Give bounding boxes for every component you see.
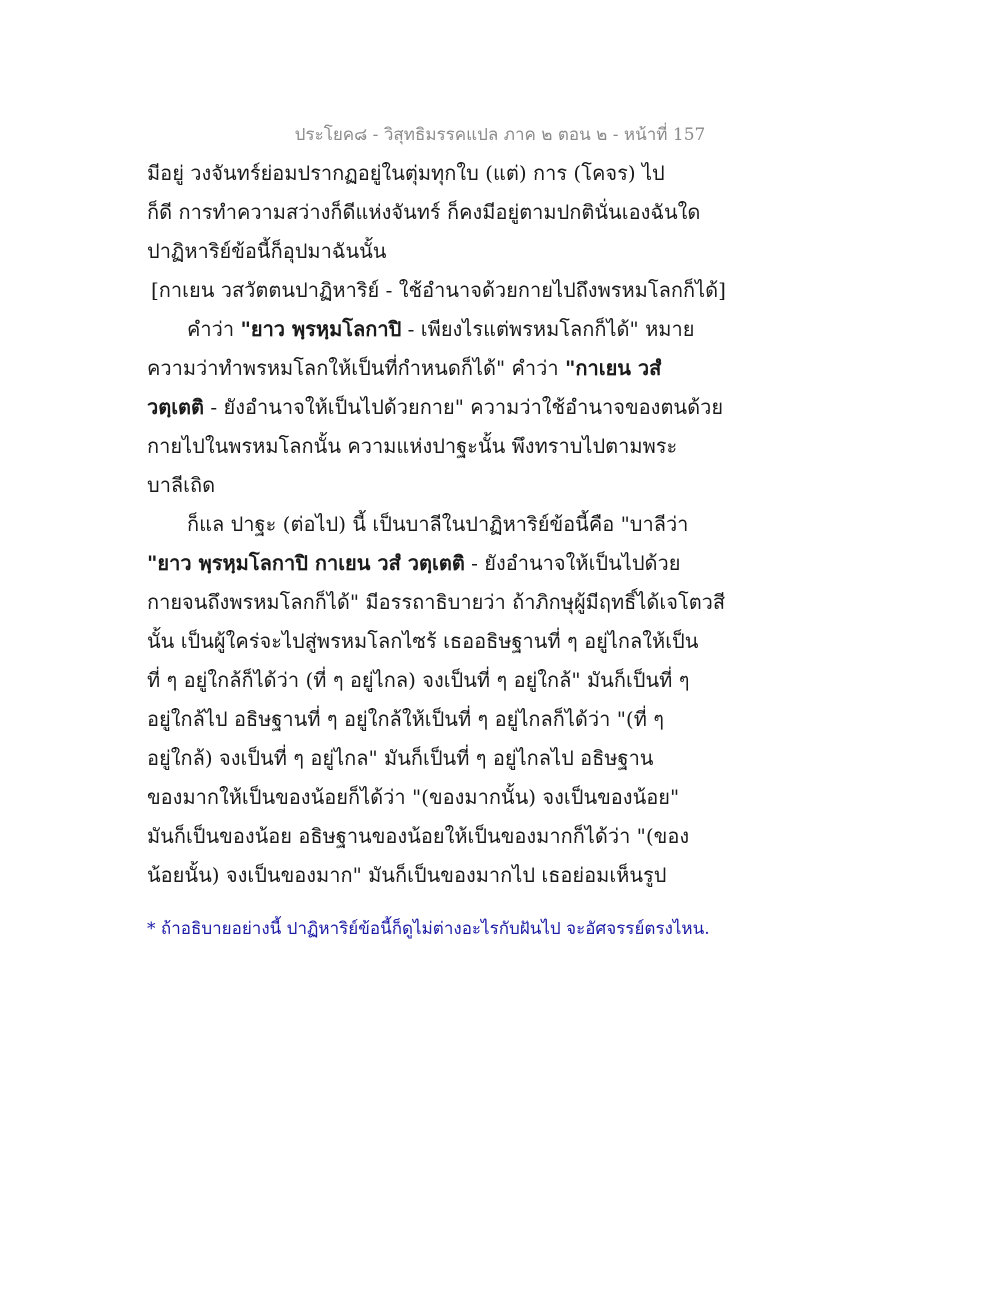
text-run: - ยังอำนาจให้เป็นไปด้วยกาย" ความว่าใช้อำนาจของตนด้วย: [204, 395, 724, 419]
paragraph-line: อยู่ใกล้ไป อธิษฐานที่ ๆ อยู่ใกล้ให้เป็นที่ ๆ อยู่ไกลก็ได้ว่า "(ที่ ๆ: [147, 707, 665, 731]
text-line: มีอยู่ วงจันทร์ย่อมปรากฏอยู่ในตุ่มทุกใบ (แต่) การ (โคจร) ไป: [147, 161, 665, 185]
text-line: ก็ดี การทำความสว่างก็ดีแห่งจันทร์ ก็คงมีอยู่ตามปกตินั่นเองฉันใด: [147, 200, 701, 224]
paragraph-line: [147, 310, 867, 349]
paragraph-line: มันก็เป็นของน้อย อธิษฐานของน้อยให้เป็นของมากก็ได้ว่า "(ของ: [147, 824, 690, 848]
paragraph-line: นั้น เป็นผู้ใคร่จะไปสู่พรหมโลกไซร้ เธออธิษฐานที่ ๆ อยู่ไกลให้เป็น: [147, 629, 699, 653]
text-run: - ยังอำนาจให้เป็นไปด้วย: [464, 551, 681, 575]
paragraph-line: บาลีเถิด: [147, 473, 216, 497]
text-run: ความว่าทำพรหมโลกให้เป็นที่กำหนดก็ได้" คำว่า: [147, 356, 565, 380]
text-run: คำว่า: [187, 317, 241, 341]
paragraph-line: กายจนถึงพรหมโลกก็ได้" มีอรรถาธิบายว่า ถ้าภิกษุผู้มีฤทธิ์ได้เจโตวสี: [147, 590, 726, 614]
paragraph-line: ก็แล ปาฐะ (ต่อไป) นี้ เป็นบาลีในปาฏิหาริย์ข้อนี้คือ "บาลีว่า: [187, 512, 689, 536]
text-line: ปาฏิหาริย์ข้อนี้ก็อุปมาฉันนั้น: [147, 239, 387, 263]
pali-term: "ยาว พฺรหฺมโลกาปิ: [240, 317, 402, 341]
paragraph-line: [147, 349, 867, 388]
pali-term: "ยาว พฺรหฺมโลกาปิ กาเยน วสํ วตฺเตติ: [147, 551, 465, 575]
running-header: ประโยค๘ - วิสุทธิมรรคแปล ภาค ๒ ตอน ๒ - หน้าที่ 157: [294, 125, 706, 145]
paragraph-line: ที่ ๆ อยู่ใกล้ก็ได้ว่า (ที่ ๆ อยู่ไกล) จงเป็นที่ ๆ อยู่ใกล้" มันก็เป็นที่ ๆ: [147, 668, 690, 692]
text-run: - เพียงไรแต่พรหมโลกก็ได้" หมาย: [401, 317, 695, 341]
footnote: * ถ้าอธิบายอย่างนี้ ปาฏิหาริย์ข้อนี้ก็ดูไม่ต่างอะไรกับฝันไป จะอัศจรรย์ตรงไหน.: [147, 919, 710, 939]
paragraph-line: [147, 388, 867, 427]
pali-term: "กาเยน วสํ: [564, 356, 662, 380]
paragraph-line: อยู่ใกล้) จงเป็นที่ ๆ อยู่ไกล" มันก็เป็นที่ ๆ อยู่ไกลไป อธิษฐาน: [147, 746, 654, 770]
section-heading: [กาเยน วสวัตตนปาฏิหาริย์ - ใช้อำนาจด้วยกายไปถึงพรหมโลกก็ได้]: [151, 278, 726, 302]
paragraph-line: [147, 544, 867, 583]
paragraph-line: ของมากให้เป็นของน้อยก็ได้ว่า "(ของมากนั้น) จงเป็นของน้อย": [147, 785, 680, 809]
paragraph-line: น้อยนั้น) จงเป็นของมาก" มันก็เป็นของมากไป เธอย่อมเห็นรูป: [147, 863, 667, 887]
pali-term: วตฺเตติ: [147, 395, 205, 419]
body-text: [147, 154, 867, 895]
paragraph-line: กายไปในพรหมโลกนั้น ความแห่งปาฐะนั้น พึงทราบไปตามพระ: [147, 434, 678, 458]
